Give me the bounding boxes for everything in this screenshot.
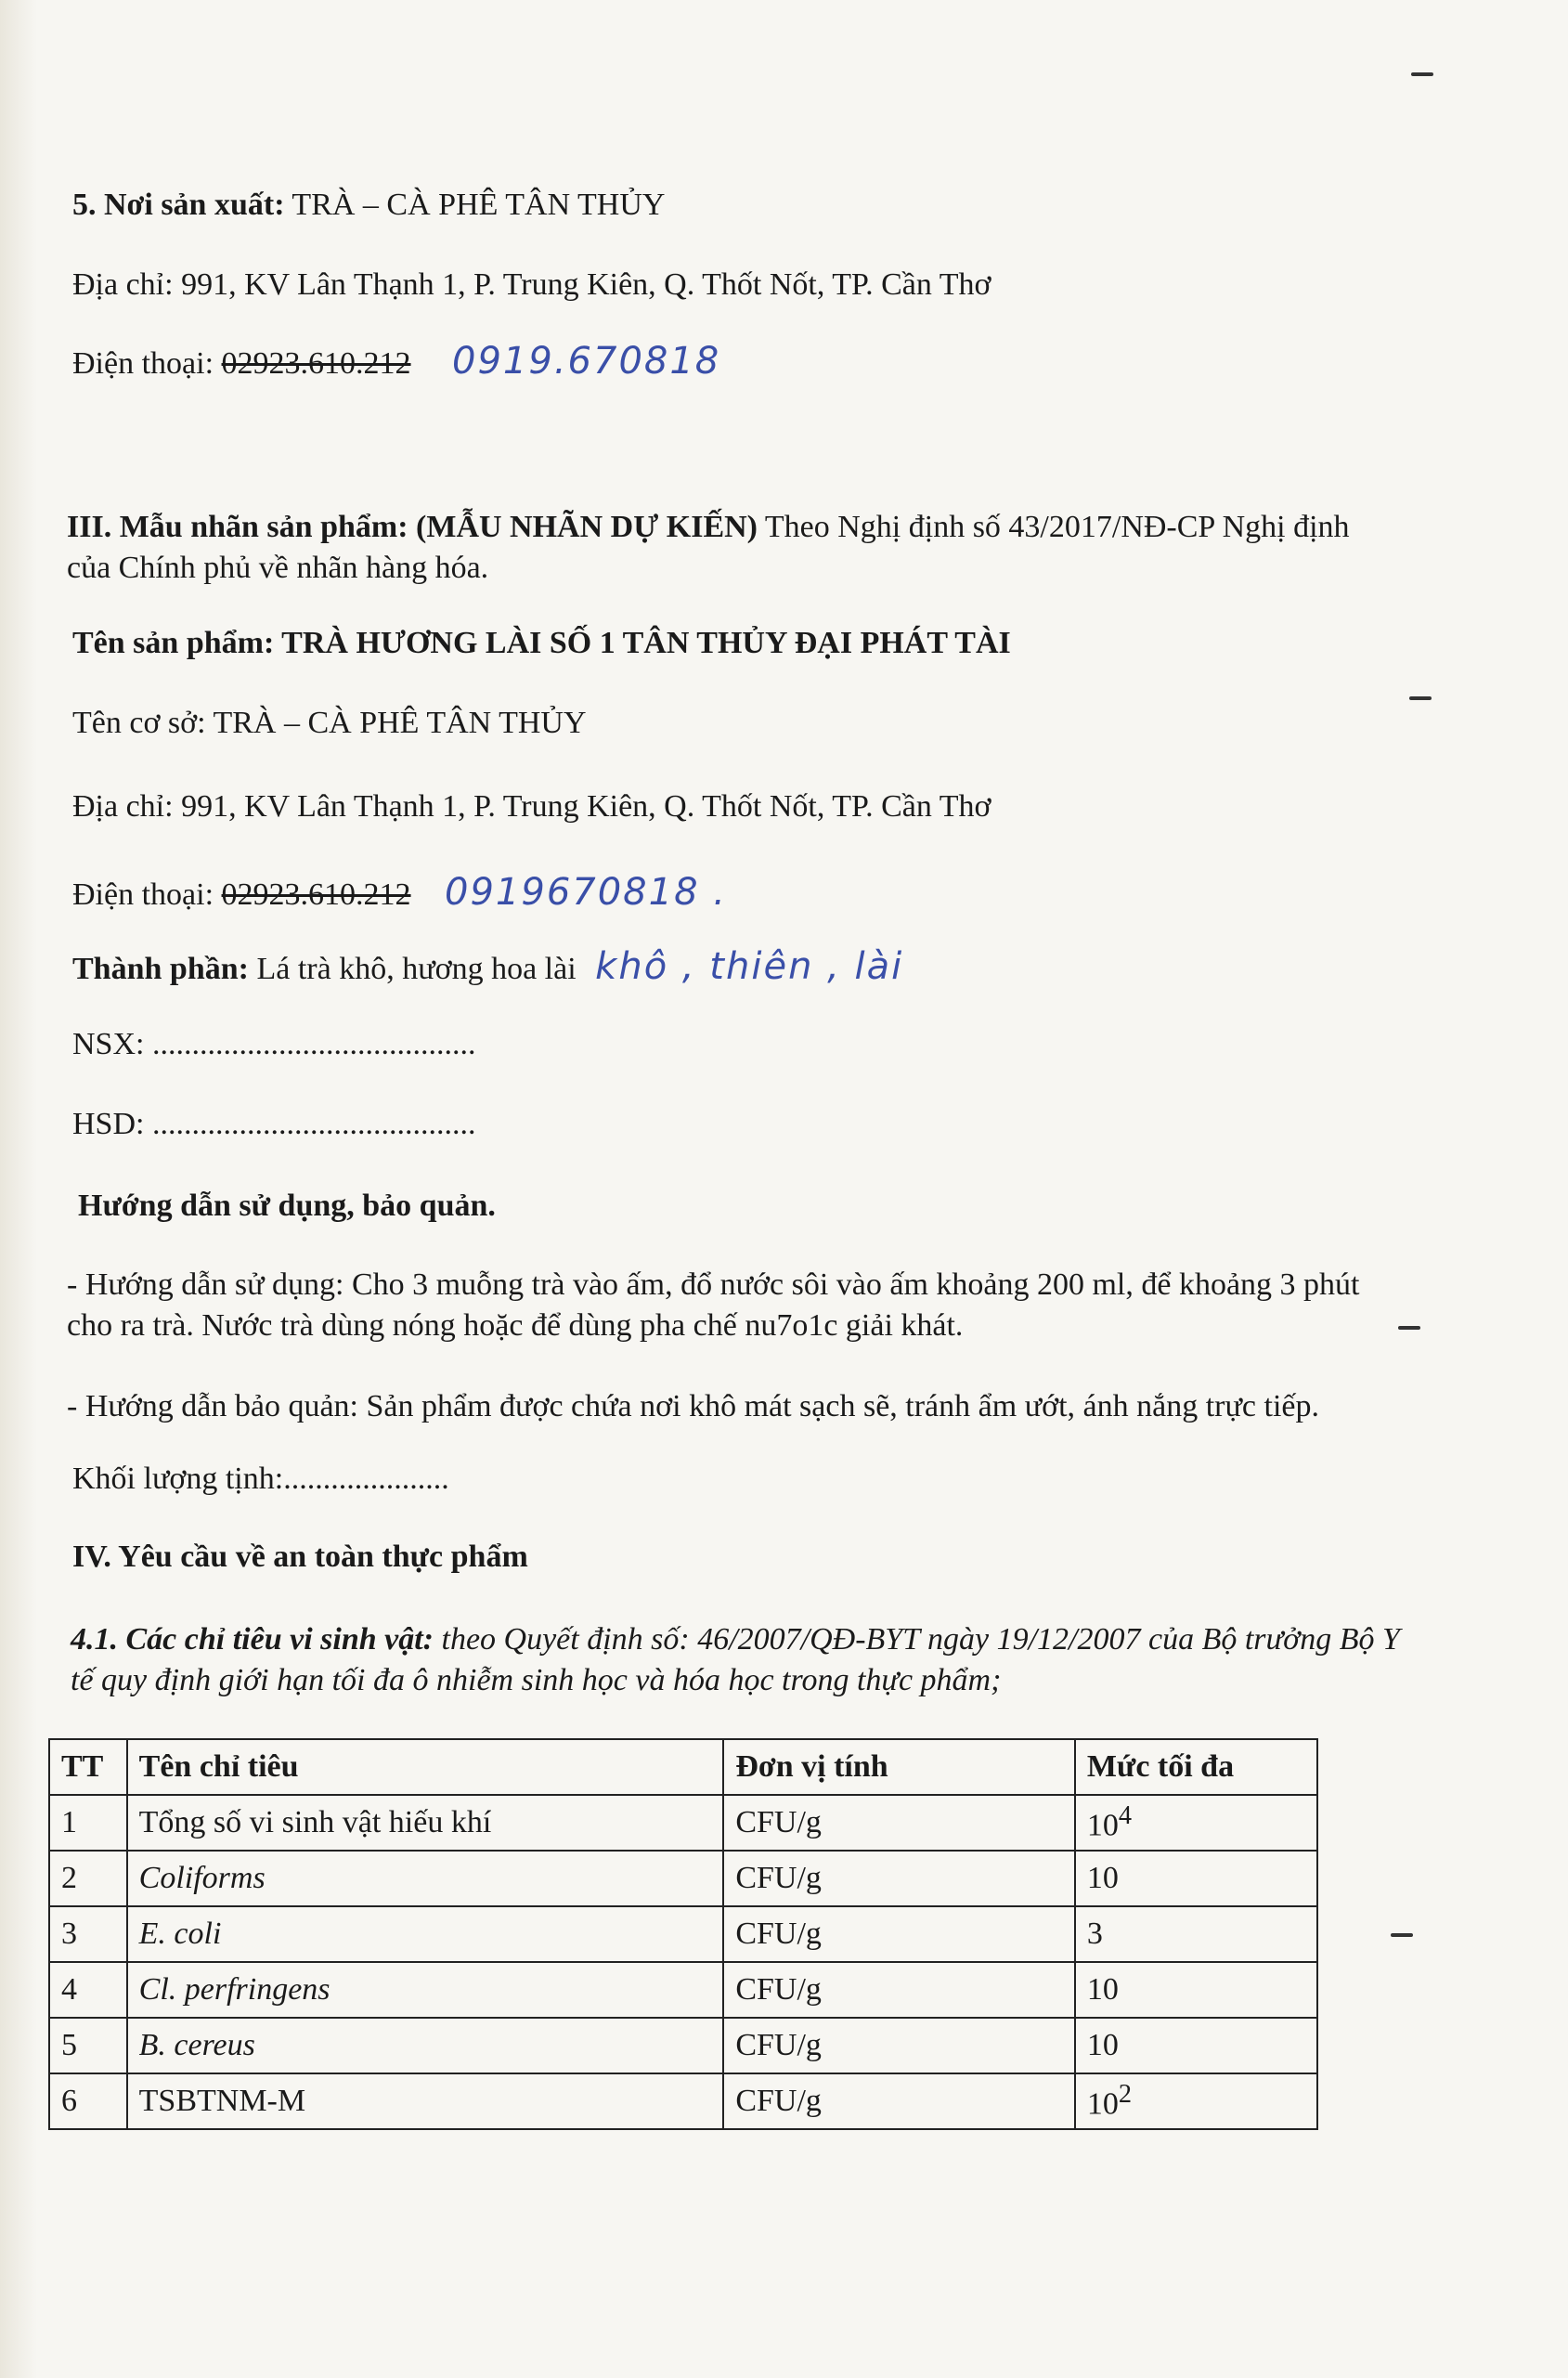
row-indicator: Coliforms: [127, 1851, 724, 1906]
microbial-criteria-ref: theo Quyết định số: 46/2007/QĐ-BYT ngày 19/12/2007 của Bộ trưởng Bộ Y: [434, 1622, 1400, 1657]
scan-mark: [1398, 1326, 1420, 1330]
production-place-label: 5. Nơi sản xuất:: [72, 188, 285, 222]
facility-phone-printed: 02923.610.212: [221, 877, 411, 912]
row-tt: 6: [49, 2073, 127, 2129]
row-tt: 4: [49, 1962, 127, 2018]
table-row: [49, 1795, 1317, 1851]
row-unit: CFU/g: [723, 1906, 1074, 1962]
row-unit: CFU/g: [723, 2018, 1074, 2073]
row-tt: 1: [49, 1795, 127, 1851]
production-phone-label: Điện thoại:: [72, 346, 222, 381]
microbial-criteria-label: 4.1. Các chỉ tiêu vi sinh vật:: [71, 1622, 434, 1657]
header-max-level: Mức tối đa: [1075, 1739, 1317, 1795]
food-safety-heading: IV. Yêu cầu về an toàn thực phẩm: [72, 1540, 528, 1574]
max-level-base: 10: [1086, 1808, 1119, 1843]
row-indicator: B. cereus: [127, 2018, 724, 2073]
facility-phone-line: [72, 869, 727, 916]
production-phone-line: [72, 338, 720, 384]
facility-name: Tên cơ sở: TRÀ – CÀ PHÊ TÂN THỦY: [72, 706, 587, 740]
row-max-level: [1075, 2018, 1317, 2073]
label-sample-heading-bold: III. Mẫu nhãn sản phẩm: (MẪU NHÃN DỰ KIẾN): [67, 510, 758, 544]
page-edge-shadow: [0, 0, 37, 2378]
row-max-level: [1075, 1906, 1317, 1962]
row-indicator: TSBTNM-M: [127, 2073, 724, 2129]
row-max-level: [1075, 1962, 1317, 2018]
row-unit: CFU/g: [723, 1851, 1074, 1906]
label-sample-heading-line2: của Chính phủ về nhãn hàng hóa.: [67, 551, 489, 586]
max-level-base: 10: [1086, 1861, 1119, 1895]
label-sample-heading-text: Theo Nghị định số 43/2017/NĐ-CP Nghị định: [758, 510, 1350, 544]
row-unit: CFU/g: [723, 2073, 1074, 2129]
production-phone-handwritten: 0919.670818: [452, 340, 721, 383]
product-name-label: Tên sản phẩm:: [72, 626, 282, 660]
ingredients-value: Lá trà khô, hương hoa lài: [248, 952, 585, 986]
row-indicator: Tổng số vi sinh vật hiếu khí: [127, 1795, 724, 1851]
usage-instructions: [67, 1265, 1459, 1346]
row-indicator: Cl. perfringens: [127, 1962, 724, 2018]
row-indicator: E. coli: [127, 1906, 724, 1962]
production-place-value: TRÀ – CÀ PHÊ TÂN THỦY: [292, 188, 666, 222]
usage-line-2: cho ra trà. Nước trà dùng nóng hoặc để dùng pha chế nu7o1c giải khát.: [67, 1308, 964, 1344]
row-tt: 2: [49, 1851, 127, 1906]
header-indicator: Tên chỉ tiêu: [127, 1739, 724, 1795]
row-tt: 3: [49, 1906, 127, 1962]
table-row: [49, 1906, 1317, 1962]
table-row: [49, 1851, 1317, 1906]
table-row: [49, 1962, 1317, 2018]
row-max-level: [1075, 1851, 1317, 1906]
scan-mark: [1409, 696, 1432, 700]
production-place-line: [72, 186, 665, 226]
usage-line-1: - Hướng dẫn sử dụng: Cho 3 muỗng trà vào ấm, đổ nước sôi vào ấm khoảng 200 ml, để khoảng 3 phút: [67, 1267, 1360, 1302]
hsd-line: HSD: .........................................: [72, 1107, 476, 1141]
net-weight-line: Khối lượng tịnh:.....................: [72, 1462, 449, 1496]
max-level-base: 10: [1086, 2028, 1119, 2062]
max-level-exponent: 4: [1118, 1801, 1132, 1831]
max-level-base: 10: [1086, 2086, 1119, 2122]
product-name-line: [72, 624, 1011, 664]
row-unit: CFU/g: [723, 1962, 1074, 2018]
scan-mark: [1391, 1933, 1413, 1937]
storage-instructions: - Hướng dẫn bảo quản: Sản phẩm được chứa nơi khô mát sạch sẽ, tránh ẩm ướt, ánh nắng trực tiếp.: [67, 1389, 1319, 1423]
label-sample-heading: [67, 507, 1459, 589]
production-address: Địa chỉ: 991, KV Lân Thạnh 1, P. Trung Kiên, Q. Thốt Nốt, TP. Cần Thơ: [72, 267, 991, 302]
row-tt: 5: [49, 2018, 127, 2073]
microbial-criteria-line2: tế quy định giới hạn tối đa ô nhiễm sinh học và hóa học trong thực phẩm;: [71, 1663, 1002, 1698]
max-level-exponent: 2: [1118, 2080, 1132, 2110]
table-row: [49, 2073, 1317, 2129]
ingredients-line: [72, 943, 903, 990]
ingredients-handwritten: khô , thiên , lài: [595, 945, 904, 988]
table-header-row: [49, 1739, 1317, 1795]
max-level-base: 10: [1086, 1972, 1119, 2007]
facility-address: Địa chỉ: 991, KV Lân Thạnh 1, P. Trung Kiên, Q. Thốt Nốt, TP. Cần Thơ: [72, 789, 991, 824]
product-name-value: TRÀ HƯƠNG LÀI SỐ 1 TÂN THỦY ĐẠI PHÁT TÀI: [281, 626, 1011, 660]
ingredients-label: Thành phần:: [72, 952, 249, 986]
production-phone-printed: 02923.610.212: [221, 346, 411, 381]
usage-heading: Hướng dẫn sử dụng, bảo quản.: [78, 1189, 496, 1223]
max-level-base: 3: [1086, 1917, 1103, 1951]
microbial-criteria-text: [71, 1619, 1463, 1701]
facility-phone-handwritten: 0919670818 .: [445, 871, 727, 914]
facility-phone-label: Điện thoại:: [72, 877, 222, 912]
table-row: [49, 2018, 1317, 2073]
row-unit: CFU/g: [723, 1795, 1074, 1851]
header-tt: TT: [49, 1739, 127, 1795]
header-unit: Đơn vị tính: [723, 1739, 1074, 1795]
scan-mark: [1411, 72, 1433, 76]
microbial-limits-table: [48, 1738, 1318, 2130]
nsx-line: NSX: .........................................: [72, 1027, 476, 1061]
row-max-level: [1075, 1795, 1317, 1851]
row-max-level: [1075, 2073, 1317, 2129]
